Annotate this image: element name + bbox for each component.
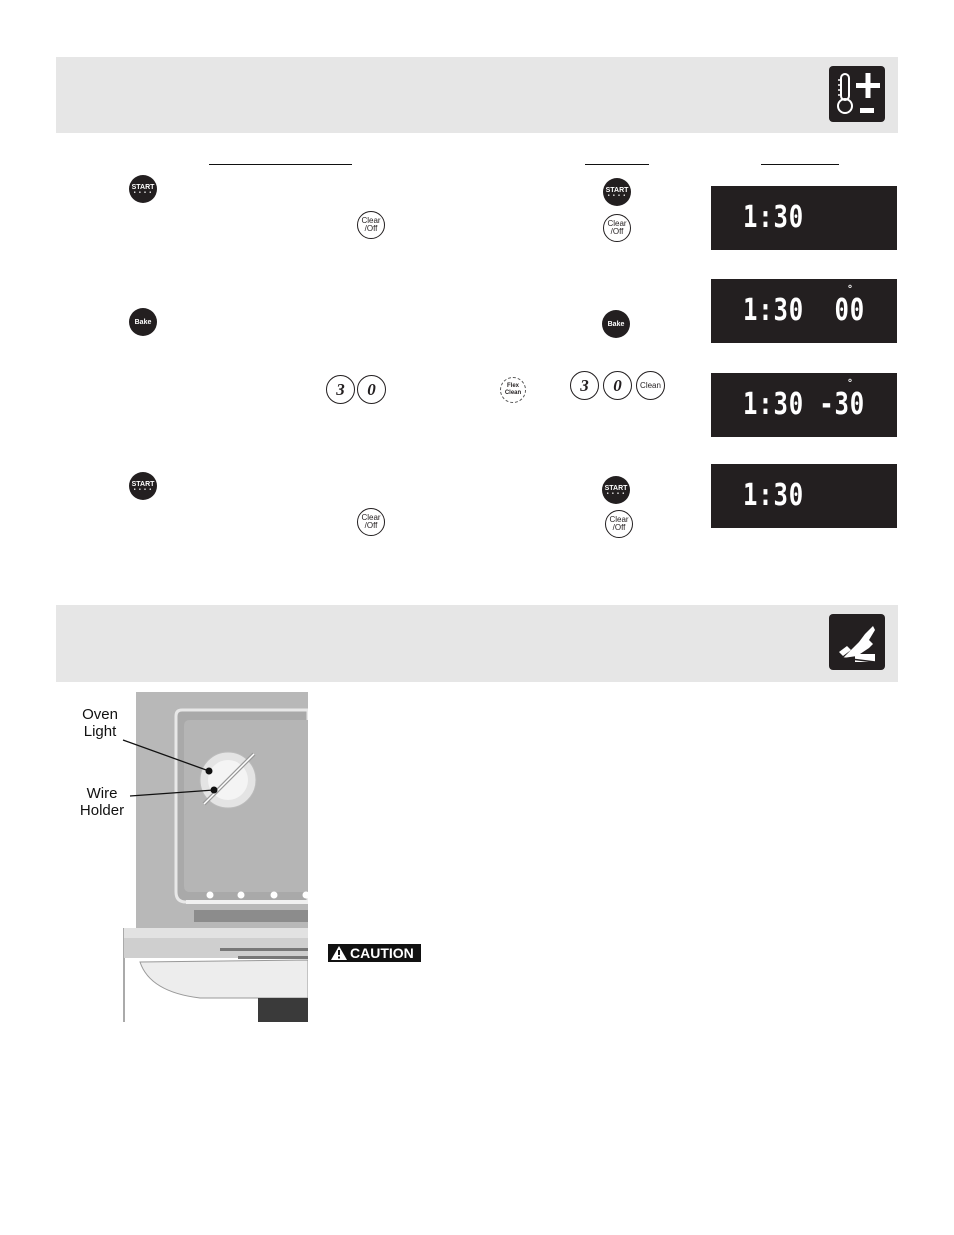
oven-display-1: 1:30 <box>711 186 897 250</box>
start-key: START • • • • <box>129 175 157 203</box>
oven-display-2: 1:30 00 ° <box>711 279 897 343</box>
number-key-0: 0 <box>357 375 386 404</box>
number-key-0: 0 <box>603 371 632 400</box>
oven-display-3: 1:30 -30 ° <box>711 373 897 437</box>
start-key: START • • • • <box>129 472 157 500</box>
warning-triangle-icon <box>331 946 347 960</box>
callout-oven-light: Oven Light <box>82 706 118 740</box>
clear-off-key: Clear /Off <box>357 508 385 536</box>
bake-key: Bake <box>602 310 630 338</box>
callout-wire-holder: Wire Holder <box>79 785 125 819</box>
start-key: START • • • • <box>602 476 630 504</box>
flex-clean-key: Flex Clean <box>500 377 526 403</box>
start-key: START • • • • <box>603 178 631 206</box>
oven-display-4: 1:30 <box>711 464 897 528</box>
clean-key: Clean <box>636 371 665 400</box>
clear-off-key: Clear /Off <box>357 211 385 239</box>
caution-label: CAUTION <box>328 944 421 962</box>
number-key-3: 3 <box>326 375 355 404</box>
bake-key: Bake <box>129 308 157 336</box>
clear-off-key: Clear /Off <box>605 510 633 538</box>
number-key-3: 3 <box>570 371 599 400</box>
clear-off-key: Clear /Off <box>603 214 631 242</box>
